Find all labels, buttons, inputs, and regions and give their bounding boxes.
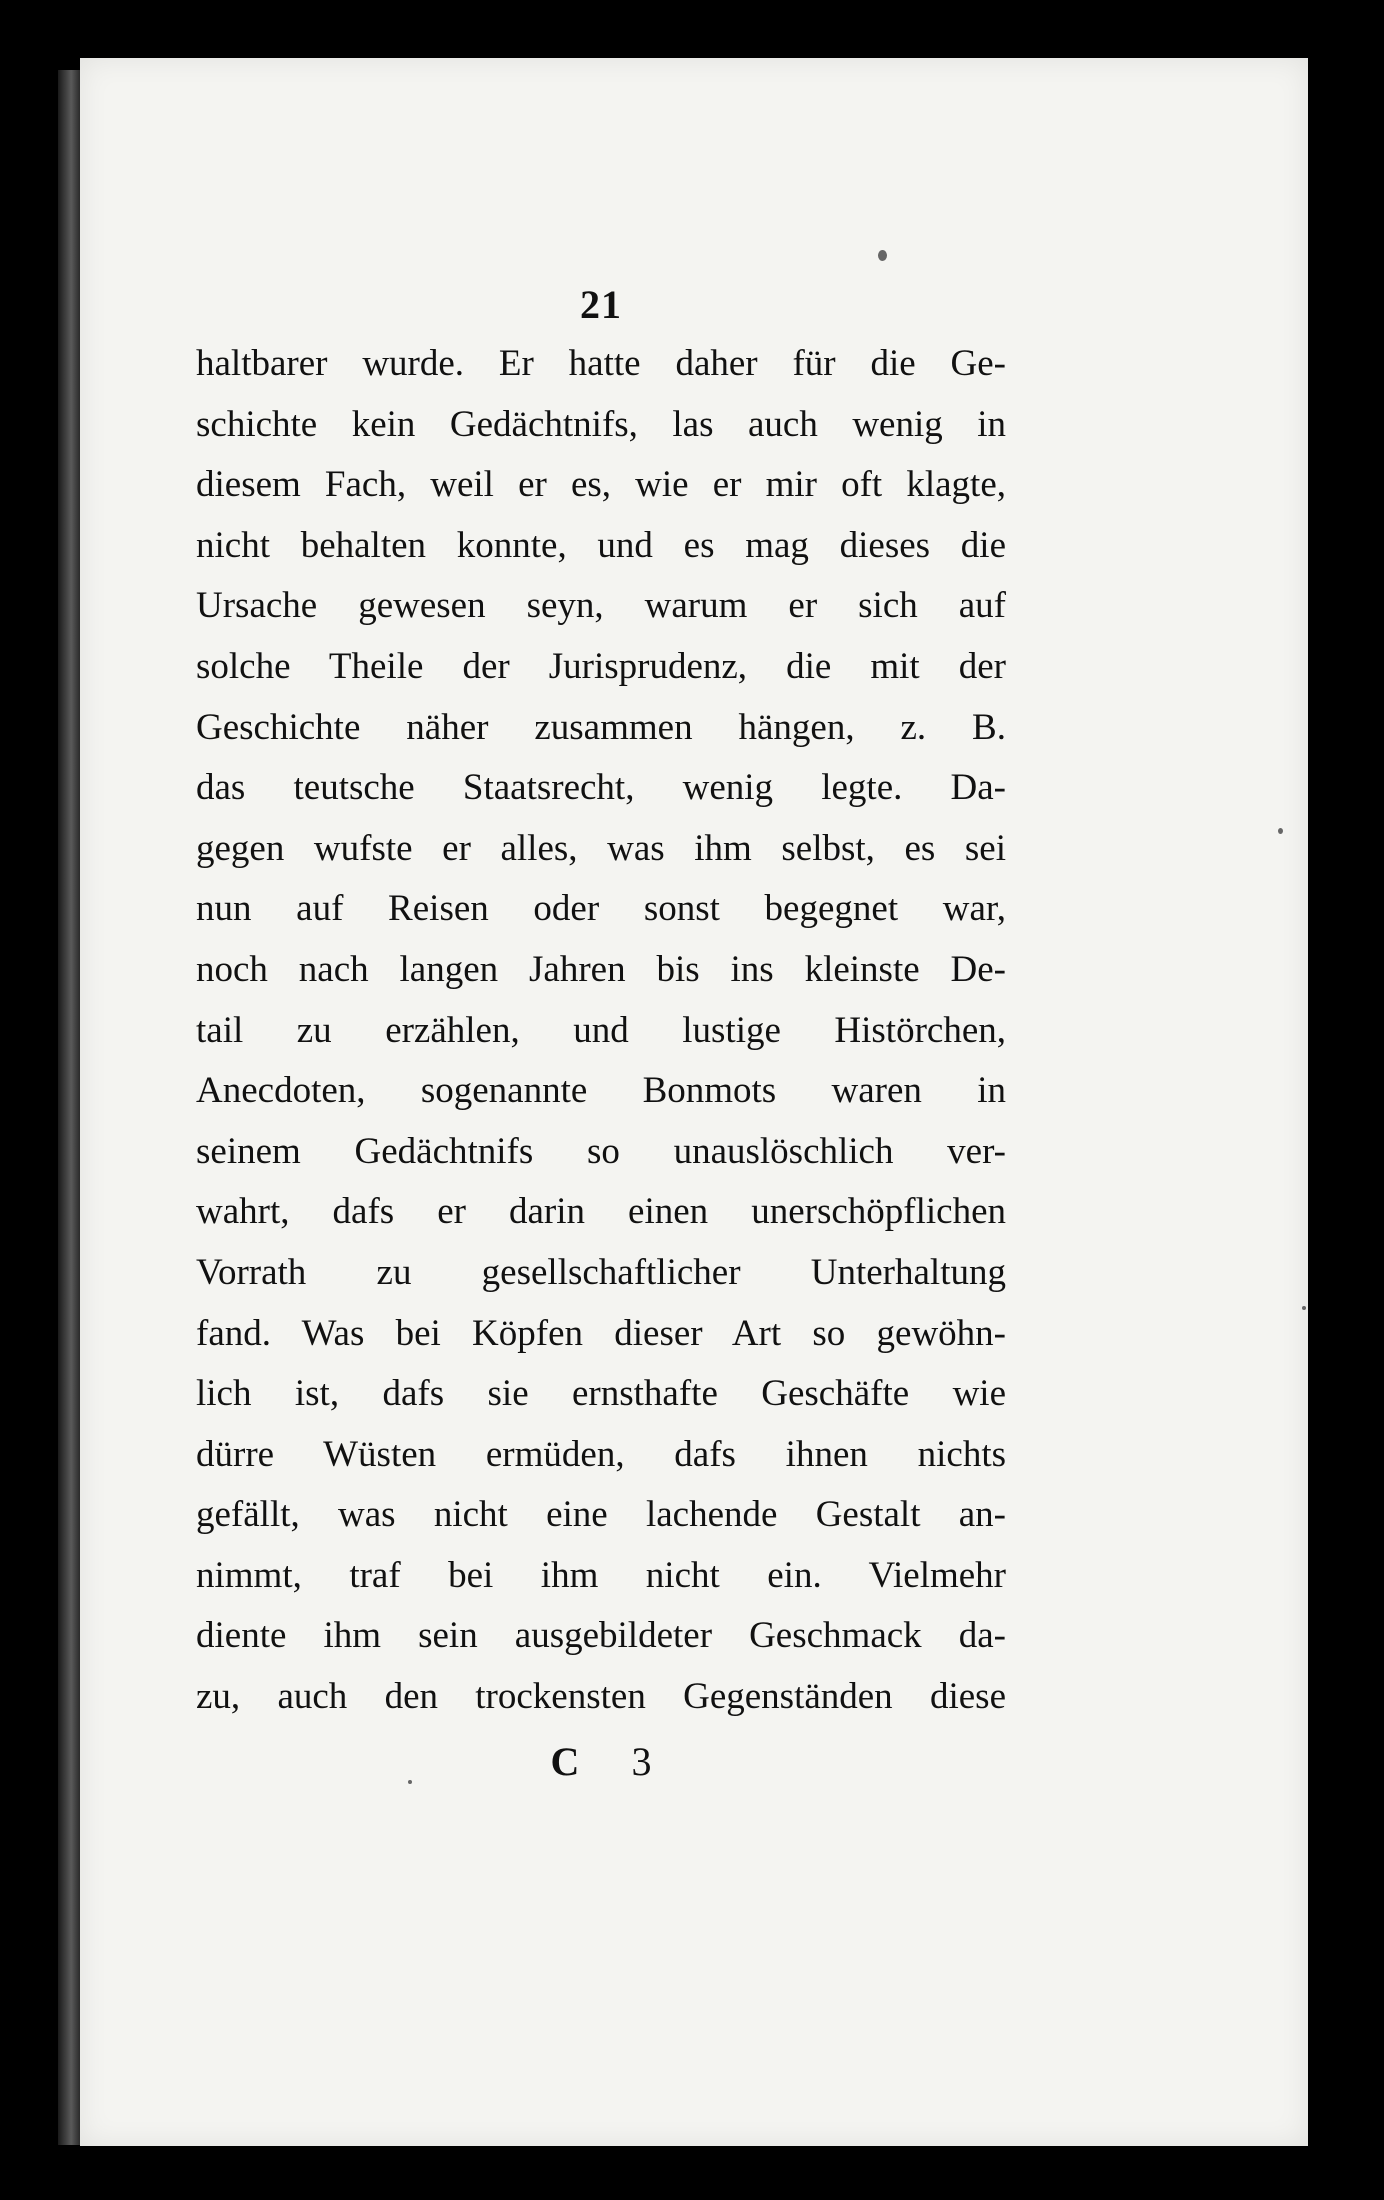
text-line: diesem Fach, weil er es, wie er mir oft klagte, xyxy=(196,464,1006,506)
text-line: Vorrath zu gesellschaftlicher Unterhaltung xyxy=(196,1251,1006,1293)
text-line: schichte kein Gedächtnifs, las auch wenig in xyxy=(196,403,1006,445)
page-number: 21 xyxy=(580,282,622,327)
text-line: lich ist, dafs sie ernsthafte Geschäfte wie xyxy=(196,1373,1006,1415)
text-line: Geschichte näher zusammen hängen, z. B. xyxy=(196,706,1006,748)
paper-speck xyxy=(1302,1306,1306,1310)
printer-signature-mark xyxy=(196,1732,1006,1792)
paper-speck xyxy=(1278,828,1283,834)
text-line: dürre Wüsten ermüden, dafs ihnen nichts xyxy=(196,1433,1006,1475)
text-line: Anecdoten, sogenannte Bonmots waren in xyxy=(196,1070,1006,1112)
page-text-block xyxy=(196,276,1006,1792)
signature-letter: C xyxy=(550,1738,580,1784)
book-spine-edge xyxy=(58,70,80,2145)
text-line: wahrt, dafs er darin einen unerschöpflichen xyxy=(196,1191,1006,1233)
text-line: tail zu erzählen, und lustige Histörchen, xyxy=(196,1009,1006,1051)
text-line: seinem Gedächtnifs so unauslöschlich ver- xyxy=(196,1130,1006,1172)
text-line: fand. Was bei Köpfen dieser Art so gewöhn- xyxy=(196,1312,1006,1354)
paper-speck xyxy=(878,250,887,261)
text-line: haltbarer wurde. Er hatte daher für die Ge- xyxy=(196,343,1006,384)
text-line: nimmt, traf bei ihm nicht ein. Vielmehr xyxy=(196,1554,1006,1596)
text-line: Ursache gewesen seyn, warum er sich auf xyxy=(196,585,1006,627)
text-line: noch nach langen Jahren bis ins kleinste De- xyxy=(196,948,1006,990)
text-line: das teutsche Staatsrecht, wenig legte. Da- xyxy=(196,767,1006,809)
text-line: diente ihm sein ausgebildeter Geschmack da- xyxy=(196,1615,1006,1657)
text-line: solche Theile der Jurisprudenz, die mit der xyxy=(196,645,1006,687)
text-line: nicht behalten konnte, und es mag dieses die xyxy=(196,524,1006,566)
text-line: zu, auch den trockensten Gegenständen diese xyxy=(196,1676,1006,1718)
body-text xyxy=(196,334,1006,1728)
text-line: gefällt, was nicht eine lachende Gestalt an- xyxy=(196,1494,1006,1536)
signature-number: 3 xyxy=(631,1738,652,1784)
text-line: gegen wufste er alles, was ihm selbst, es sei xyxy=(196,827,1006,869)
text-line: nun auf Reisen oder sonst begegnet war, xyxy=(196,888,1006,930)
